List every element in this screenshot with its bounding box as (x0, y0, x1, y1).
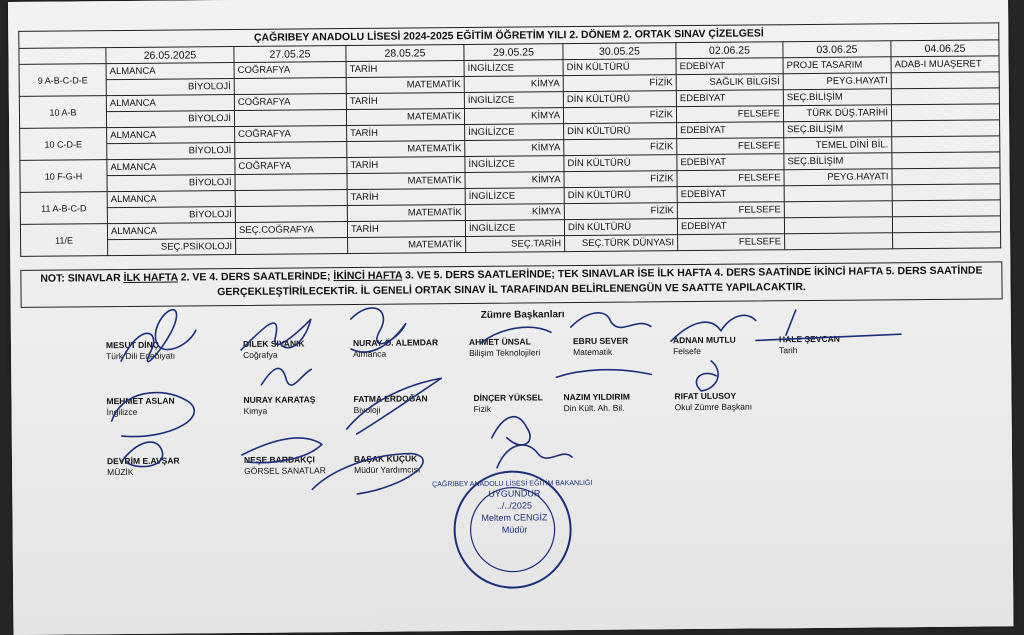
note-first-week: İLK HAFTA (123, 271, 178, 285)
exam-cell-upper: İNGİLİZCE (465, 156, 564, 173)
exam-cell-lower: SEÇ.PSİKOLOJİ (108, 239, 236, 256)
exam-cell-upper (892, 216, 1000, 233)
exam-cell-upper (891, 88, 999, 105)
note-part: 2. VE 4. DERS SAATLERİNDE; (177, 270, 334, 284)
signatory-role: Biyoloji (353, 404, 381, 415)
exam-cell-upper: TARİH (347, 189, 465, 206)
exam-cell-upper: İNGİLİZCE (465, 220, 564, 237)
exam-cell-lower: BİYOLOJİ (106, 79, 234, 96)
signatory-block (573, 336, 628, 358)
exam-cell-lower: MATEMATİK (347, 141, 465, 158)
exam-cell-upper: SEÇ.COĞRAFYA (235, 222, 347, 239)
exam-cell-upper: ALMANCA (106, 63, 234, 80)
exam-cell-upper: SEÇ.BİLİŞİM (783, 89, 891, 106)
stamp-lettering: ÇAĞRIBEY ANADOLU LİSESİ EĞİTİM BAKANLIĞI (432, 479, 593, 489)
exam-cell-upper: İNGİLİZCE (464, 60, 563, 77)
signatory-block (107, 456, 180, 479)
exam-cell-lower (892, 168, 1000, 185)
exam-cell-upper: COĞRAFYA (234, 94, 346, 111)
exam-cell-lower (891, 104, 999, 121)
signatory-block (353, 337, 438, 360)
note-second-week: İKİNCİ HAFTA (333, 269, 403, 283)
signatory-block (106, 340, 175, 363)
exam-cell-upper: SEÇ.BİLİŞİM (784, 153, 892, 170)
exam-cell-lower: KİMYA (464, 108, 563, 125)
exam-cell-upper: EDEBİYAT (676, 58, 783, 75)
exam-cell-lower (236, 238, 348, 255)
exam-cell-lower: PEYG.HAYATI (784, 169, 892, 186)
exam-cell-upper: ALMANCA (107, 159, 235, 176)
signatory-name: HALE ŞEVCAN (778, 333, 840, 345)
exam-cell-upper: DİN KÜLTÜRÜ (564, 187, 677, 204)
exam-cell-lower (892, 136, 1000, 153)
signatory-role: Din Kült. Ah. Bil. (563, 402, 625, 414)
exam-cell-lower: FELSEFE (677, 170, 784, 187)
signatory-role: Coğrafya (243, 349, 278, 360)
signatory-role: Müdür Yardımcısı (354, 464, 421, 475)
class-label: 11/E (20, 224, 107, 257)
signatory-role: Bilişim Teknolojileri (469, 347, 541, 358)
signatory-role: Türk Dili Edebiyatı (106, 350, 176, 362)
note-part: NOT: SINAVLAR (40, 272, 124, 285)
date-header: 03.06.25 (783, 41, 891, 58)
signatory-block (243, 338, 305, 361)
date-header-blank (19, 48, 106, 65)
signatory-name: NURAY KARATAŞ (243, 394, 316, 405)
exam-cell-upper: ALMANCA (107, 191, 235, 208)
exam-cell-upper: EDEBİYAT (677, 218, 784, 235)
exam-cell-upper: İNGİLİZCE (465, 188, 564, 205)
exam-cell-lower: BİYOLOJİ (107, 207, 235, 224)
exam-cell-lower (785, 233, 893, 250)
signatory-name: ADNAN MUTLU (672, 334, 736, 346)
signatory-name: NAZIM YILDIRIM (563, 391, 630, 403)
exam-cell-upper: EDEBİYAT (677, 154, 784, 171)
exam-schedule-table (18, 22, 1001, 257)
signatory-name: DEVRİM E.AVŞAR (106, 455, 180, 467)
signatory-block (243, 394, 315, 417)
signatory-role: Fizik (473, 403, 492, 414)
exam-cell-lower (234, 78, 346, 95)
exam-cell-upper: TARİH (347, 125, 465, 142)
signatory-name: FATMA ERDOĞAN (353, 393, 428, 405)
class-label: 10 C-D-E (20, 128, 107, 161)
exam-cell-lower: BİYOLOJİ (107, 175, 235, 192)
exam-cell-lower: KİMYA (465, 172, 564, 189)
signatory-role: Okul Zümre Başkanı (674, 401, 753, 413)
exam-cell-upper (784, 217, 892, 234)
note-part: 3. VE 5. DERS SAATLERİNDE; TEK SINAVLAR İSE İLK HAFTA 4. DERS SAATİNDE İKİNCİ HAFTA 5. DERS SAATİNDE GERÇEKLEŞTİRİLECEKTİR. İL GENELİ ORTAK SINAV İL TARAFINDAN BELİRLENENGÜN VE SAATTE YAPILACAKTIR. (217, 264, 983, 299)
signatory-name: RIFAT ULUSOY (674, 390, 737, 402)
exam-cell-upper: COĞRAFYA (235, 126, 347, 143)
exam-cell-upper (892, 152, 1000, 169)
class-label: 10 A-B (19, 96, 106, 129)
signatory-role: Felsefe (673, 345, 701, 357)
exam-cell-upper: TARİH (346, 93, 464, 110)
signatory-block (244, 454, 326, 477)
exam-cell-lower: TEMEL DİNİ BİL. (784, 137, 892, 154)
signatory-block (673, 335, 736, 358)
exam-cell-upper: ALMANCA (107, 223, 235, 240)
exam-cell-upper (892, 184, 1000, 201)
date-header: 04.06.25 (891, 40, 999, 57)
date-header: 26.05.2025 (106, 47, 234, 64)
signatory-role: İngilizce (106, 406, 138, 418)
date-header: 28.05.25 (346, 45, 464, 62)
class-label: 11 A-B-C-D (20, 192, 107, 225)
exam-cell-lower: FİZİK (564, 139, 677, 156)
schedule-title: ÇAĞRIBEY ANADOLU LİSESİ 2024-2025 EĞİTİM ÖĞRETİM YILI 2. DÖNEM 2. ORTAK SINAV ÇİZELGESİ (19, 23, 999, 49)
exam-cell-lower: FİZİK (563, 75, 676, 92)
exam-cell-lower (235, 174, 347, 191)
exam-cell-lower (892, 200, 1000, 217)
exam-cell-upper: ADAB-I MUAŞERET (891, 56, 999, 73)
signatory-name: DİLEK SIYANIK (242, 338, 305, 349)
approval-principal-title: Müdür (501, 524, 528, 535)
exam-cell-upper: DİN KÜLTÜRÜ (564, 219, 677, 236)
signatory-block (106, 396, 174, 419)
exam-cell-lower (784, 201, 892, 218)
signatory-role: Matematik (573, 346, 613, 358)
exam-cell-upper: ALMANCA (107, 127, 235, 144)
exam-cell-upper (235, 190, 347, 207)
exam-cell-lower: MATEMATİK (346, 77, 464, 94)
signatory-block (563, 392, 630, 415)
exam-cell-lower: PEYG.HAYATI (783, 73, 891, 90)
exam-cell-lower: BİYOLOJİ (106, 111, 234, 128)
exam-cell-upper: EDEBİYAT (677, 186, 784, 203)
signatory-block (353, 393, 427, 416)
signatory-name: AHMET ÜNSAL (468, 336, 531, 347)
date-header: 27.05.25 (234, 46, 346, 63)
approval-principal-name: Meltem CENGİZ (481, 512, 548, 523)
exam-cell-upper: EDEBİYAT (677, 122, 784, 139)
signatory-block (473, 392, 542, 415)
exam-cell-upper: DİN KÜLTÜRÜ (564, 123, 677, 140)
signatory-name: EBRU SEVER (572, 335, 629, 347)
class-label: 10 F-G-H (20, 160, 107, 193)
date-header: 29.05.25 (464, 44, 563, 61)
exam-cell-lower: KİMYA (464, 76, 563, 93)
exam-cell-upper: ALMANCA (106, 95, 234, 112)
exam-cell-upper: DİN KÜLTÜRÜ (564, 155, 677, 172)
signatory-name: NEŞE BARDAKÇI (243, 454, 315, 465)
exam-cell-upper: DİN KÜLTÜRÜ (563, 59, 676, 76)
exam-cell-upper (892, 120, 1000, 137)
exam-cell-lower: FELSEFE (677, 138, 784, 155)
exam-cell-lower: FİZİK (564, 203, 677, 220)
schedule-body (19, 56, 1001, 257)
exam-cell-upper: DİN KÜLTÜRÜ (563, 91, 676, 108)
exam-cell-upper: COĞRAFYA (234, 62, 346, 79)
exam-cell-upper: SEÇ.BİLİŞİM (784, 121, 892, 138)
exam-cell-upper: COĞRAFYA (235, 158, 347, 175)
signatory-name: NURAY Ö. ALEMDAR (352, 337, 439, 349)
exam-cell-lower (893, 232, 1001, 249)
exam-cell-lower (235, 142, 347, 159)
approval-uygundur: UYGUNDUR (488, 488, 541, 499)
exam-cell-lower: TÜRK DÜŞ.TARİHİ (783, 105, 891, 122)
approval-block (464, 487, 564, 536)
exam-cell-upper: TARİH (346, 61, 464, 78)
exam-cell-lower: SAĞLIK BİLGİSİ (676, 74, 783, 91)
exam-cell-lower: FELSEFE (676, 106, 783, 123)
signatory-block (354, 453, 420, 476)
exam-cell-lower: MATEMATİK (347, 205, 465, 222)
signatory-name: MEHMET ASLAN (106, 395, 175, 407)
signatory-role: Almanca (353, 348, 387, 360)
signatory-role: MÜZİK (107, 466, 134, 478)
exam-cell-lower: FELSEFE (677, 202, 784, 219)
class-label: 9 A-B-C-D-E (19, 64, 106, 97)
exam-cell-lower: KİMYA (465, 204, 564, 221)
exam-cell-upper (784, 185, 892, 202)
exam-cell-upper: EDEBİYAT (676, 90, 783, 107)
signatory-name: MESUT DİNÇ (105, 339, 159, 351)
signatory-block (674, 391, 752, 414)
signatory-name: BAŞAK KÜÇÜK (353, 453, 418, 464)
exam-cell-lower: MATEMATİK (348, 237, 466, 254)
exam-cell-upper: İNGİLİZCE (465, 124, 564, 141)
approval-date: ../../2025 (496, 500, 532, 511)
exam-cell-upper: İNGİLİZCE (464, 92, 563, 109)
exam-cell-lower: SEÇ.TÜRK DÜNYASI (565, 235, 678, 252)
exam-cell-lower: FELSEFE (678, 234, 785, 251)
exam-cell-lower (891, 72, 999, 89)
exam-cell-upper: TARİH (347, 157, 465, 174)
exam-cell-lower: FİZİK (563, 107, 676, 124)
signatory-block (469, 336, 540, 359)
signatory-name: DİNÇER YÜKSEL (473, 392, 543, 403)
signatory-role: Tarih (779, 345, 798, 356)
signatory-block (779, 334, 840, 357)
exam-cell-lower: KİMYA (465, 140, 564, 157)
exam-cell-lower: MATEMATİK (347, 173, 465, 190)
document-paper (8, 0, 1013, 635)
date-header: 02.06.25 (676, 42, 783, 59)
exam-cell-lower: MATEMATİK (346, 109, 464, 126)
exam-cell-upper: PROJE TASARIM (783, 57, 891, 74)
exam-cell-lower (235, 206, 347, 223)
exam-cell-lower: FİZİK (564, 171, 677, 188)
date-header: 30.05.25 (563, 43, 676, 60)
exam-cell-lower: SEÇ.TARİH (466, 236, 565, 253)
exam-cell-lower (234, 110, 346, 127)
exam-cell-upper: TARİH (347, 221, 465, 238)
department-heads-title: Zümre Başkanları (480, 309, 565, 321)
signatory-role: Kimya (243, 405, 268, 416)
signatory-role: GÖRSEL SANATLAR (244, 465, 326, 476)
exam-cell-lower: BİYOLOJİ (107, 143, 235, 160)
